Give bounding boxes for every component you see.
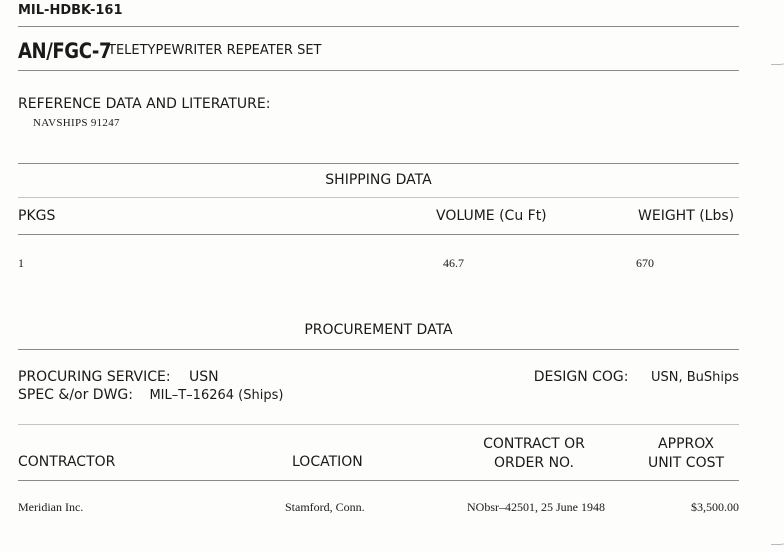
divider [18,70,739,71]
col-location: LOCATION [292,454,363,470]
shipping-cell-volume: 46.7 [443,256,464,270]
cell-contractor: Meridian Inc. [18,500,84,514]
col-contract-line2: ORDER NO. [494,455,574,471]
col-contract-line1: CONTRACT OR [483,436,585,452]
spec-label: SPEC &/or DWG: [18,387,133,403]
divider [18,197,739,198]
divider [18,26,739,27]
design-cog [440,369,739,385]
col-contract [454,435,614,473]
shipping-col-volume: VOLUME (Cu Ft) [436,208,547,224]
divider [18,163,739,164]
cell-location: Stamford, Conn. [285,500,365,514]
divider [18,424,739,425]
shipping-col-pkgs: PKGS [18,208,56,224]
divider [18,480,739,481]
divider [18,349,739,350]
equipment-name: TELETYPEWRITER REPEATER SET [108,43,322,58]
col-cost-line1: APPROX [658,436,714,452]
equipment-code: AN/FGC-7 [18,39,112,63]
col-contractor: CONTRACTOR [18,454,116,470]
procuring-service [18,369,219,385]
procuring-service-value: USN [189,369,219,385]
col-cost-line2: UNIT COST [647,455,725,471]
page-edge-mark [771,530,784,545]
shipping-cell-weight: 670 [636,256,654,270]
reference-heading: REFERENCE DATA AND LITERATURE: [18,96,271,112]
shipping-col-weight: WEIGHT (Lbs) [638,208,735,224]
cell-contract: NObsr–42501, 25 June 1948 [467,500,605,514]
procurement-title: PROCUREMENT DATA [304,322,453,338]
cell-cost: $3,500.00 [691,500,739,514]
col-cost [636,435,736,473]
shipping-title: SHIPPING DATA [325,172,432,188]
divider [18,234,739,235]
spec-dwg [18,387,283,403]
reference-item: NAVSHIPS 91247 [33,117,120,129]
procuring-service-label: PROCURING SERVICE: [18,369,171,385]
spec-value: MIL–T–16264 (Ships) [149,388,284,403]
document-id: MIL-HDBK-161 [18,3,123,18]
design-cog-value: USN, BuShips [650,370,739,385]
design-cog-label: DESIGN COG: [533,369,629,385]
page-edge-mark [771,50,784,65]
shipping-cell-pkgs: 1 [18,256,24,270]
